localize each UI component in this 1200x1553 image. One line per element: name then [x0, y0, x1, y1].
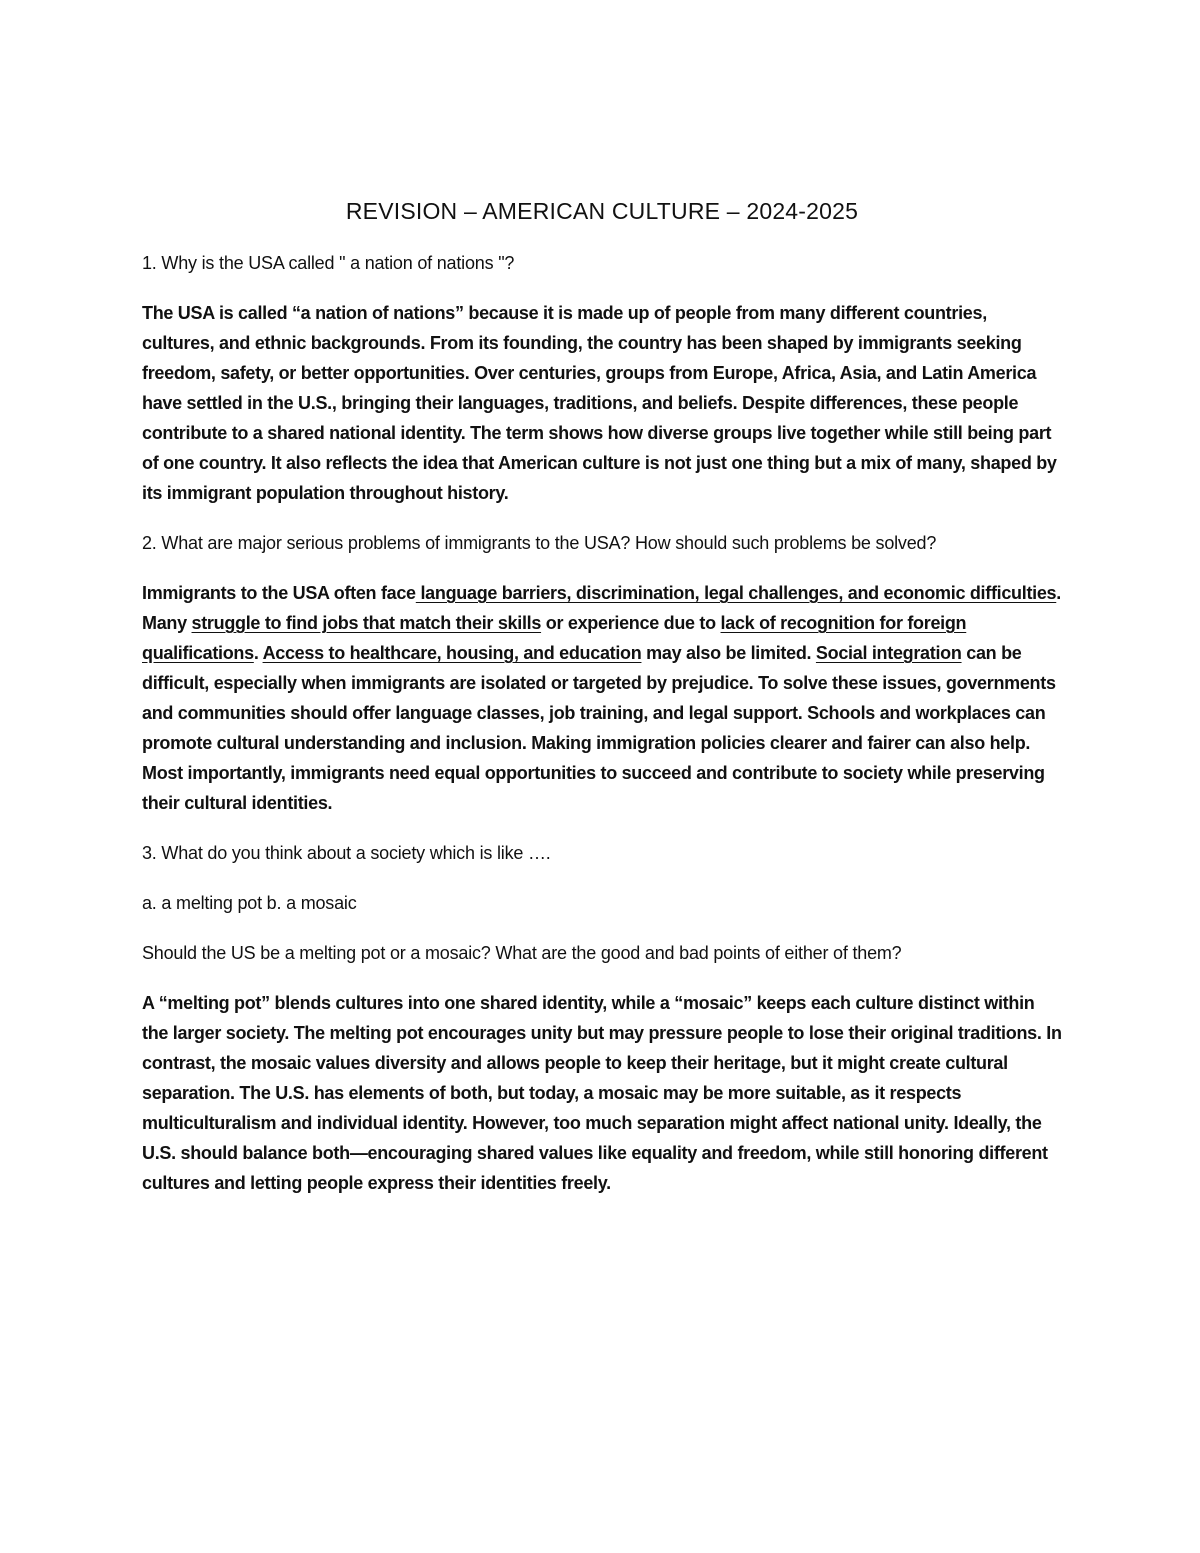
answer-2 — [142, 578, 1062, 818]
document-page — [142, 196, 1062, 1218]
answer-2-text: . — [253, 643, 263, 663]
question-3: 3. What do you think about a society which is like …. — [142, 843, 551, 863]
question-3-sub: Should the US be a melting pot or a mosaic? What are the good and bad points of either of them? — [142, 943, 902, 963]
question-2: 2. What are major serious problems of immigrants to the USA? How should such problems be solved? — [142, 533, 937, 553]
question-3-options: a. a melting pot b. a mosaic — [142, 893, 357, 913]
answer-2-text: Immigrants to the USA often face — [142, 583, 416, 603]
answer-2-text: . Many — [142, 583, 1061, 633]
document-title: REVISION – AMERICAN CULTURE – 2024-2025 — [345, 198, 859, 224]
underlined-jobs: struggle to find jobs that match their skills — [191, 613, 542, 633]
answer-3: A “melting pot” blends cultures into one shared identity, while a “mosaic” keeps each culture distinct within the larger society. The melting pot encourages unity but may pressure people to lose their original traditions. In contrast, the mosaic values diversity and allows people to keep their heritage, but it might create cultural separation. The U.S. has elements of both, but today, a mosaic may be more suitable, as it respects multiculturalism and individual identity. However, too much separation might affect national unity. Ideally, the U.S. should balance both—encouraging shared values like equality and freedom, while still honoring different cultures and letting people express their identities freely. — [142, 993, 1062, 1193]
question-1: 1. Why is the USA called " a nation of nations "? — [142, 253, 515, 273]
underlined-integration: Social integration — [815, 643, 962, 663]
answer-2-text: or experience due to — [541, 613, 721, 633]
underlined-problems: language barriers, discrimination, legal challenges, and economic difficulties — [415, 583, 1057, 603]
answer-2-text: may also be limited. — [641, 643, 816, 663]
answer-1: The USA is called “a nation of nations” because it is made up of people from many different countries, cultures, and ethnic backgrounds. From its founding, the country has been shaped by immigrants seeking freedom, safety, or better opportunities. Over centuries, groups from Europe, Africa, Asia, and Latin America have settled in the U.S., bringing their languages, traditions, and beliefs. Despite differences, these people contribute to a shared national identity. The term shows how diverse groups live together while still being part of one country. It also reflects the idea that American culture is not just one thing but a mix of many, shaped by its immigrant population throughout history. — [142, 303, 1057, 503]
underlined-access: Access to healthcare, housing, and education — [262, 643, 642, 663]
answer-2-text: can be difficult, especially when immigrants are isolated or targeted by prejudice. To solve these issues, governments and communities should offer language classes, job training, and legal support. Schools and workplaces can promote cultural understanding and inclusion. Making immigration policies clearer and fairer can also help. Most importantly, immigrants need equal opportunities to succeed and contribute to society while preserving their cultural identities. — [142, 643, 1056, 813]
underlined-recognition: lack of recognition for foreign qualifications — [142, 613, 967, 663]
